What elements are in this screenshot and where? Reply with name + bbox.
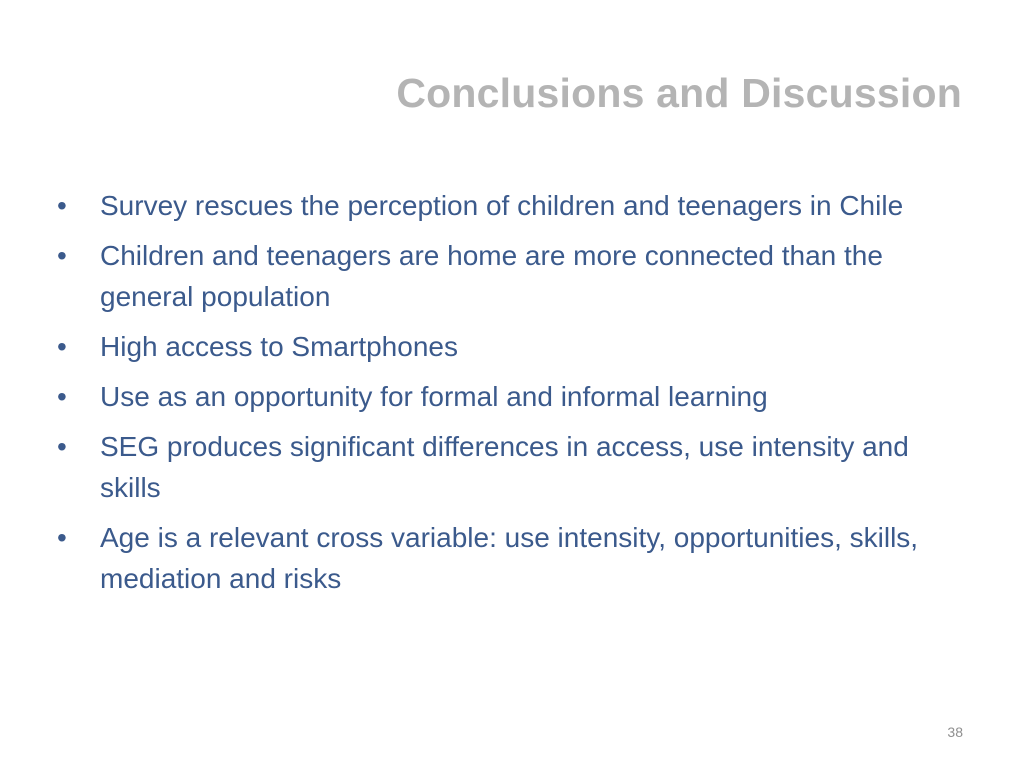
bullet-icon: • bbox=[57, 522, 67, 553]
bullet-list bbox=[57, 185, 937, 608]
bullet-text: Survey rescues the perception of children and teenagers in Chile bbox=[100, 190, 904, 221]
bullet-text: SEG produces significant differences in access, use intensity and skills bbox=[100, 431, 909, 503]
list-item bbox=[57, 517, 937, 599]
bullet-icon: • bbox=[57, 381, 67, 412]
bullet-text: Use as an opportunity for formal and informal learning bbox=[100, 381, 768, 412]
bullet-text: Age is a relevant cross variable: use intensity, opportunities, skills, mediation and risks bbox=[100, 522, 919, 594]
list-item bbox=[57, 426, 937, 508]
slide-title: Conclusions and Discussion bbox=[396, 70, 962, 116]
bullet-icon: • bbox=[57, 431, 67, 462]
list-item bbox=[57, 376, 937, 417]
bullet-icon: • bbox=[57, 240, 67, 271]
list-item bbox=[57, 235, 937, 317]
list-item bbox=[57, 185, 937, 226]
bullet-icon: • bbox=[57, 190, 67, 221]
bullet-text: High access to Smartphones bbox=[100, 331, 458, 362]
list-item bbox=[57, 326, 937, 367]
bullet-text: Children and teenagers are home are more connected than the general population bbox=[100, 240, 883, 312]
page-number: 38 bbox=[947, 724, 963, 740]
bullet-icon: • bbox=[57, 331, 67, 362]
